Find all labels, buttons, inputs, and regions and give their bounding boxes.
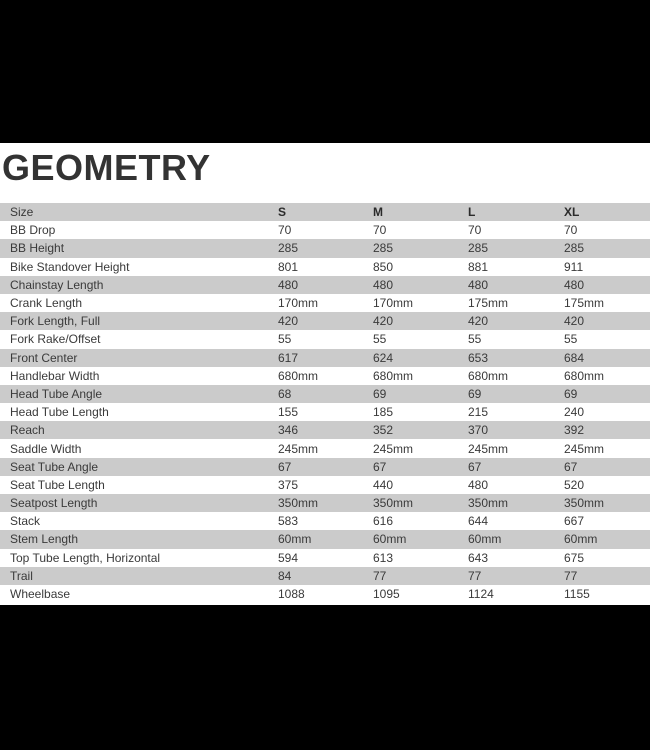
- row-label: Reach: [10, 423, 45, 438]
- row-value: 285: [278, 241, 299, 256]
- row-value: 70: [373, 223, 387, 238]
- column-header-m: M: [373, 205, 383, 220]
- table-row: [0, 567, 650, 585]
- row-value: 69: [564, 386, 578, 401]
- row-value: 60mm: [468, 532, 502, 547]
- column-header-size: Size: [10, 205, 34, 220]
- row-value: 69: [468, 386, 482, 401]
- row-value: 653: [468, 350, 489, 365]
- row-value: 84: [278, 568, 292, 583]
- row-value: 77: [373, 568, 387, 583]
- row-label: Trail: [10, 568, 33, 583]
- row-value: 1095: [373, 587, 400, 602]
- letterbox-bottom: [0, 605, 650, 750]
- row-label: Chainstay Length: [10, 277, 104, 292]
- row-value: 881: [468, 259, 489, 274]
- row-value: 480: [278, 277, 299, 292]
- row-value: 67: [278, 459, 292, 474]
- row-value: 245mm: [278, 441, 319, 456]
- row-value: 60mm: [278, 532, 312, 547]
- row-value: 684: [564, 350, 585, 365]
- letterbox-top: [0, 0, 650, 143]
- row-label: Seatpost Length: [10, 496, 98, 511]
- row-value: 285: [564, 241, 585, 256]
- row-label: Front Center: [10, 350, 78, 365]
- row-value: 680mm: [373, 368, 414, 383]
- row-value: 480: [468, 277, 489, 292]
- row-value: 170mm: [278, 296, 319, 311]
- row-value: 420: [468, 314, 489, 329]
- row-value: 240: [564, 405, 585, 420]
- row-value: 480: [468, 477, 489, 492]
- row-value: 285: [373, 241, 394, 256]
- row-value: 616: [373, 514, 394, 529]
- row-value: 245mm: [468, 441, 509, 456]
- row-label: Seat Tube Angle: [10, 459, 99, 474]
- row-value: 583: [278, 514, 299, 529]
- row-value: 55: [468, 332, 482, 347]
- row-value: 801: [278, 259, 299, 274]
- table-row: [0, 385, 650, 403]
- geometry-table-body: [0, 221, 650, 603]
- row-value: 392: [564, 423, 585, 438]
- row-value: 175mm: [468, 296, 509, 311]
- table-row: [0, 585, 650, 603]
- row-value: 67: [564, 459, 578, 474]
- row-value: 680mm: [278, 368, 319, 383]
- row-value: 350mm: [373, 496, 414, 511]
- row-value: 350mm: [468, 496, 509, 511]
- row-value: 1155: [564, 587, 590, 602]
- row-value: 370: [468, 423, 489, 438]
- row-value: 617: [278, 350, 299, 365]
- row-value: 1088: [278, 587, 305, 602]
- row-value: 352: [373, 423, 394, 438]
- row-value: 60mm: [564, 532, 598, 547]
- row-value: 170mm: [373, 296, 414, 311]
- row-value: 643: [468, 550, 489, 565]
- row-value: 520: [564, 477, 585, 492]
- row-label: Top Tube Length, Horizontal: [10, 550, 161, 565]
- row-value: 1124: [468, 587, 494, 602]
- row-value: 911: [564, 259, 584, 274]
- table-row: [0, 221, 650, 239]
- table-row: [0, 458, 650, 476]
- table-row: [0, 294, 650, 312]
- row-label: Crank Length: [10, 296, 83, 311]
- table-row: [0, 312, 650, 330]
- row-label: Fork Length, Full: [10, 314, 101, 329]
- row-label: Fork Rake/Offset: [10, 332, 101, 347]
- column-header-s: S: [278, 205, 287, 220]
- column-header-l: L: [468, 205, 476, 220]
- row-value: 850: [373, 259, 394, 274]
- row-value: 285: [468, 241, 489, 256]
- row-value: 60mm: [373, 532, 407, 547]
- geometry-table-header: [0, 203, 650, 221]
- table-row: [0, 367, 650, 385]
- row-value: 70: [468, 223, 482, 238]
- row-value: 185: [373, 405, 394, 420]
- table-row: [0, 439, 650, 457]
- table-row: [0, 276, 650, 294]
- row-value: 67: [373, 459, 387, 474]
- column-header-xl: XL: [564, 205, 580, 220]
- row-value: 680mm: [468, 368, 509, 383]
- row-value: 420: [278, 314, 299, 329]
- row-value: 644: [468, 514, 489, 529]
- row-value: 70: [564, 223, 578, 238]
- row-label: Bike Standover Height: [10, 259, 130, 274]
- row-value: 77: [468, 568, 482, 583]
- table-row: [0, 421, 650, 439]
- row-value: 624: [373, 350, 394, 365]
- row-label: BB Height: [10, 241, 65, 256]
- row-value: 667: [564, 514, 585, 529]
- row-value: 675: [564, 550, 585, 565]
- row-label: Seat Tube Length: [10, 477, 105, 492]
- content-area: [0, 143, 650, 605]
- header-row: [0, 203, 650, 221]
- table-row: [0, 494, 650, 512]
- table-row: [0, 349, 650, 367]
- row-value: 55: [564, 332, 578, 347]
- row-value: 55: [373, 332, 387, 347]
- table-row: [0, 403, 650, 421]
- row-value: 245mm: [373, 441, 414, 456]
- row-value: 155: [278, 405, 299, 420]
- row-label: Stem Length: [10, 532, 79, 547]
- row-value: 68: [278, 386, 292, 401]
- row-label: BB Drop: [10, 223, 56, 238]
- page-title: GEOMETRY: [2, 147, 211, 188]
- row-value: 215: [468, 405, 489, 420]
- row-value: 680mm: [564, 368, 605, 383]
- row-value: 70: [278, 223, 292, 238]
- row-value: 480: [373, 277, 394, 292]
- row-label: Handlebar Width: [10, 368, 100, 383]
- table-row: [0, 330, 650, 348]
- row-label: Head Tube Angle: [10, 386, 103, 401]
- row-value: 480: [564, 277, 585, 292]
- row-value: 55: [278, 332, 292, 347]
- geometry-table: [0, 203, 650, 603]
- table-row: [0, 258, 650, 276]
- row-value: 420: [373, 314, 394, 329]
- row-label: Saddle Width: [10, 441, 82, 456]
- table-row: [0, 549, 650, 567]
- row-value: 175mm: [564, 296, 605, 311]
- row-value: 594: [278, 550, 299, 565]
- row-value: 375: [278, 477, 299, 492]
- row-label: Wheelbase: [10, 587, 71, 602]
- row-value: 346: [278, 423, 299, 438]
- row-value: 420: [564, 314, 585, 329]
- row-value: 350mm: [564, 496, 605, 511]
- row-value: 613: [373, 550, 394, 565]
- row-label: Head Tube Length: [10, 405, 109, 420]
- table-row: [0, 476, 650, 494]
- table-row: [0, 239, 650, 257]
- table-row: [0, 530, 650, 548]
- row-value: 245mm: [564, 441, 605, 456]
- table-row: [0, 512, 650, 530]
- row-value: 77: [564, 568, 578, 583]
- row-value: 350mm: [278, 496, 319, 511]
- row-label: Stack: [10, 514, 41, 529]
- row-value: 67: [468, 459, 482, 474]
- row-value: 69: [373, 386, 387, 401]
- row-value: 440: [373, 477, 394, 492]
